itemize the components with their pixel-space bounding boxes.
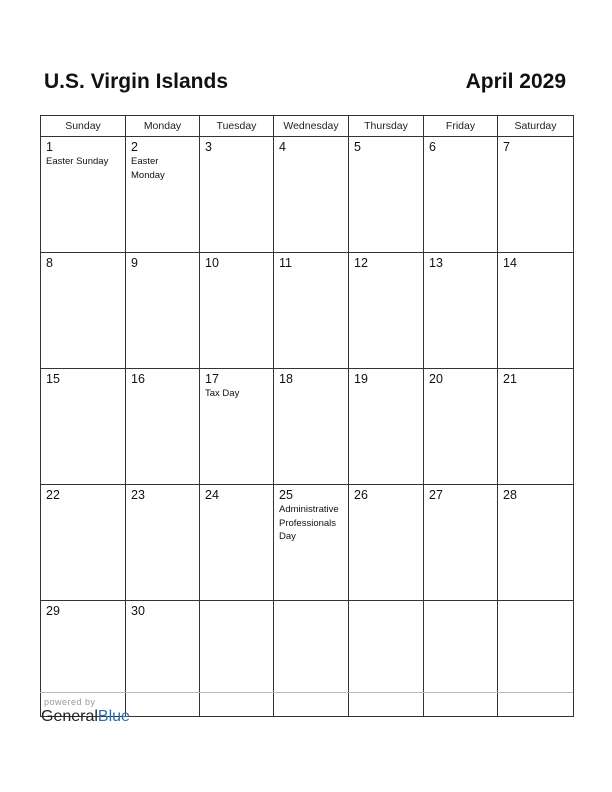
day-cell — [498, 253, 574, 369]
day-number: 10 — [205, 256, 219, 270]
day-number: 27 — [429, 488, 443, 502]
day-number: 26 — [354, 488, 368, 502]
day-number: 16 — [131, 372, 145, 386]
day-number: 3 — [205, 140, 212, 154]
day-number: 6 — [429, 140, 436, 154]
day-number: 11 — [279, 256, 292, 270]
day-cell — [349, 137, 424, 253]
day-cell — [274, 485, 349, 601]
day-cell — [349, 253, 424, 369]
day-number: 8 — [46, 256, 53, 270]
weekday-wednesday: Wednesday — [274, 116, 349, 137]
day-number: 19 — [354, 372, 368, 386]
day-cell — [200, 369, 274, 485]
week-row — [41, 485, 574, 601]
day-cell — [41, 253, 126, 369]
day-number: 24 — [205, 488, 219, 502]
day-number: 9 — [131, 256, 138, 270]
day-cell — [274, 601, 349, 717]
holiday-label: Easter Monday — [131, 156, 165, 181]
day-number: 23 — [131, 488, 145, 502]
brand-general: General — [41, 708, 98, 725]
day-cell — [41, 485, 126, 601]
day-cell — [274, 369, 349, 485]
day-cell — [349, 485, 424, 601]
day-cell — [126, 253, 200, 369]
day-number: 5 — [354, 140, 361, 154]
day-cell — [274, 137, 349, 253]
footer-divider — [40, 692, 573, 693]
day-number: 14 — [503, 256, 517, 270]
day-cell — [498, 485, 574, 601]
day-number: 17 — [205, 372, 219, 386]
day-cell — [126, 601, 200, 717]
day-cell — [274, 253, 349, 369]
week-row — [41, 369, 574, 485]
weekday-tuesday: Tuesday — [200, 116, 274, 137]
week-row — [41, 601, 574, 717]
day-number: 12 — [354, 256, 368, 270]
day-cell — [498, 601, 574, 717]
region-title: U.S. Virgin Islands — [44, 70, 228, 93]
day-cell — [126, 369, 200, 485]
day-number: 18 — [279, 372, 293, 386]
day-number: 22 — [46, 488, 60, 502]
day-cell — [424, 137, 498, 253]
day-number: 20 — [429, 372, 443, 386]
day-number: 25 — [279, 488, 293, 502]
day-number: 13 — [429, 256, 443, 270]
day-cell — [41, 369, 126, 485]
weekday-saturday: Saturday — [498, 116, 574, 137]
day-number: 4 — [279, 140, 286, 154]
day-number: 15 — [46, 372, 60, 386]
weekday-monday: Monday — [126, 116, 200, 137]
brand-logo — [41, 708, 130, 726]
day-cell — [126, 485, 200, 601]
month-title: April 2029 — [465, 70, 566, 93]
brand-blue: Blue — [97, 708, 130, 725]
day-cell — [424, 369, 498, 485]
day-cell — [498, 369, 574, 485]
day-cell — [424, 253, 498, 369]
weekday-thursday: Thursday — [349, 116, 424, 137]
week-row — [41, 137, 574, 253]
day-number: 7 — [503, 140, 510, 154]
holiday-label: Administrative Professionals Day — [279, 504, 339, 542]
weekday-friday: Friday — [424, 116, 498, 137]
day-cell — [200, 485, 274, 601]
day-cell — [200, 601, 274, 717]
day-number: 1 — [46, 140, 53, 154]
day-cell — [424, 485, 498, 601]
day-number: 30 — [131, 604, 145, 618]
holiday-label: Easter Sunday — [46, 156, 109, 167]
day-number: 2 — [131, 140, 138, 154]
day-cell — [349, 369, 424, 485]
day-cell — [498, 137, 574, 253]
holiday-label: Tax Day — [205, 388, 240, 399]
weekday-header-row — [41, 116, 574, 137]
day-cell — [424, 601, 498, 717]
day-cell — [200, 253, 274, 369]
day-number: 29 — [46, 604, 60, 618]
day-cell — [200, 137, 274, 253]
calendar-grid — [40, 115, 574, 717]
powered-by-text: powered by — [44, 697, 96, 707]
day-number: 28 — [503, 488, 517, 502]
day-cell — [349, 601, 424, 717]
day-cell — [41, 137, 126, 253]
weekday-sunday: Sunday — [41, 116, 126, 137]
day-cell — [126, 137, 200, 253]
calendar-header — [44, 70, 566, 100]
week-row — [41, 253, 574, 369]
day-number: 21 — [503, 372, 517, 386]
